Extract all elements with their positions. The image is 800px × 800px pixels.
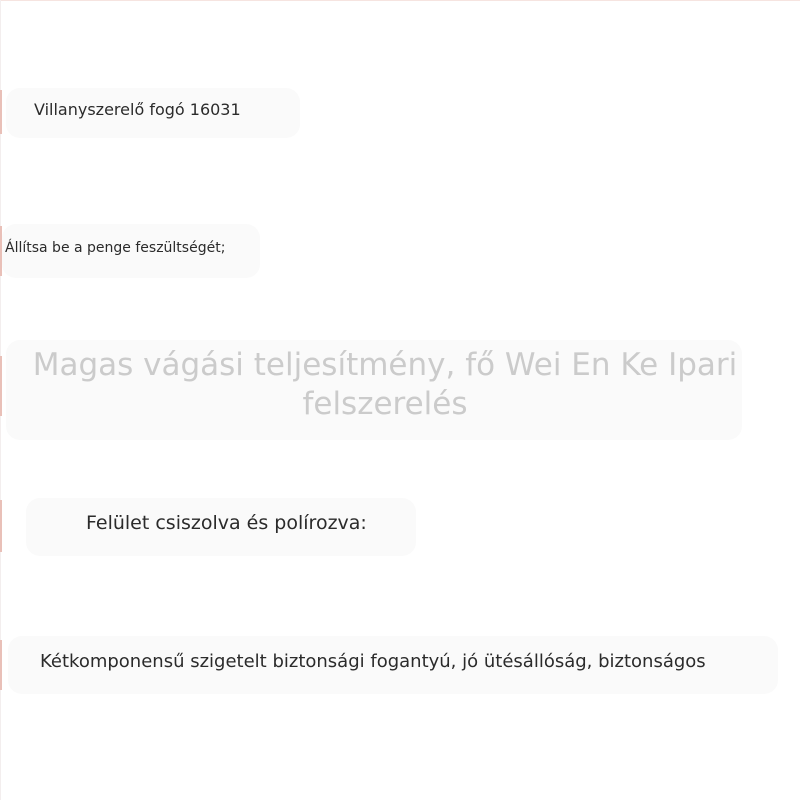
blade-tension-text: Állítsa be a penge feszültségét; <box>5 240 226 256</box>
edge-marker <box>0 90 2 134</box>
headline-text: Magas vágási teljesítmény, fő Wei En Ke Ipari felszerelés <box>32 347 738 422</box>
edge-marker <box>0 640 2 690</box>
top-edge-line <box>0 0 800 1</box>
edge-marker <box>0 500 2 552</box>
surface-finish-text: Felület csiszolva és polírozva: <box>86 512 367 534</box>
handle-text: Kétkomponensű szigetelt biztonsági fogantyú, jó ütésállóság, biztonságos <box>40 651 706 672</box>
product-name-text: Villanyszerelő fogó 16031 <box>34 100 241 119</box>
